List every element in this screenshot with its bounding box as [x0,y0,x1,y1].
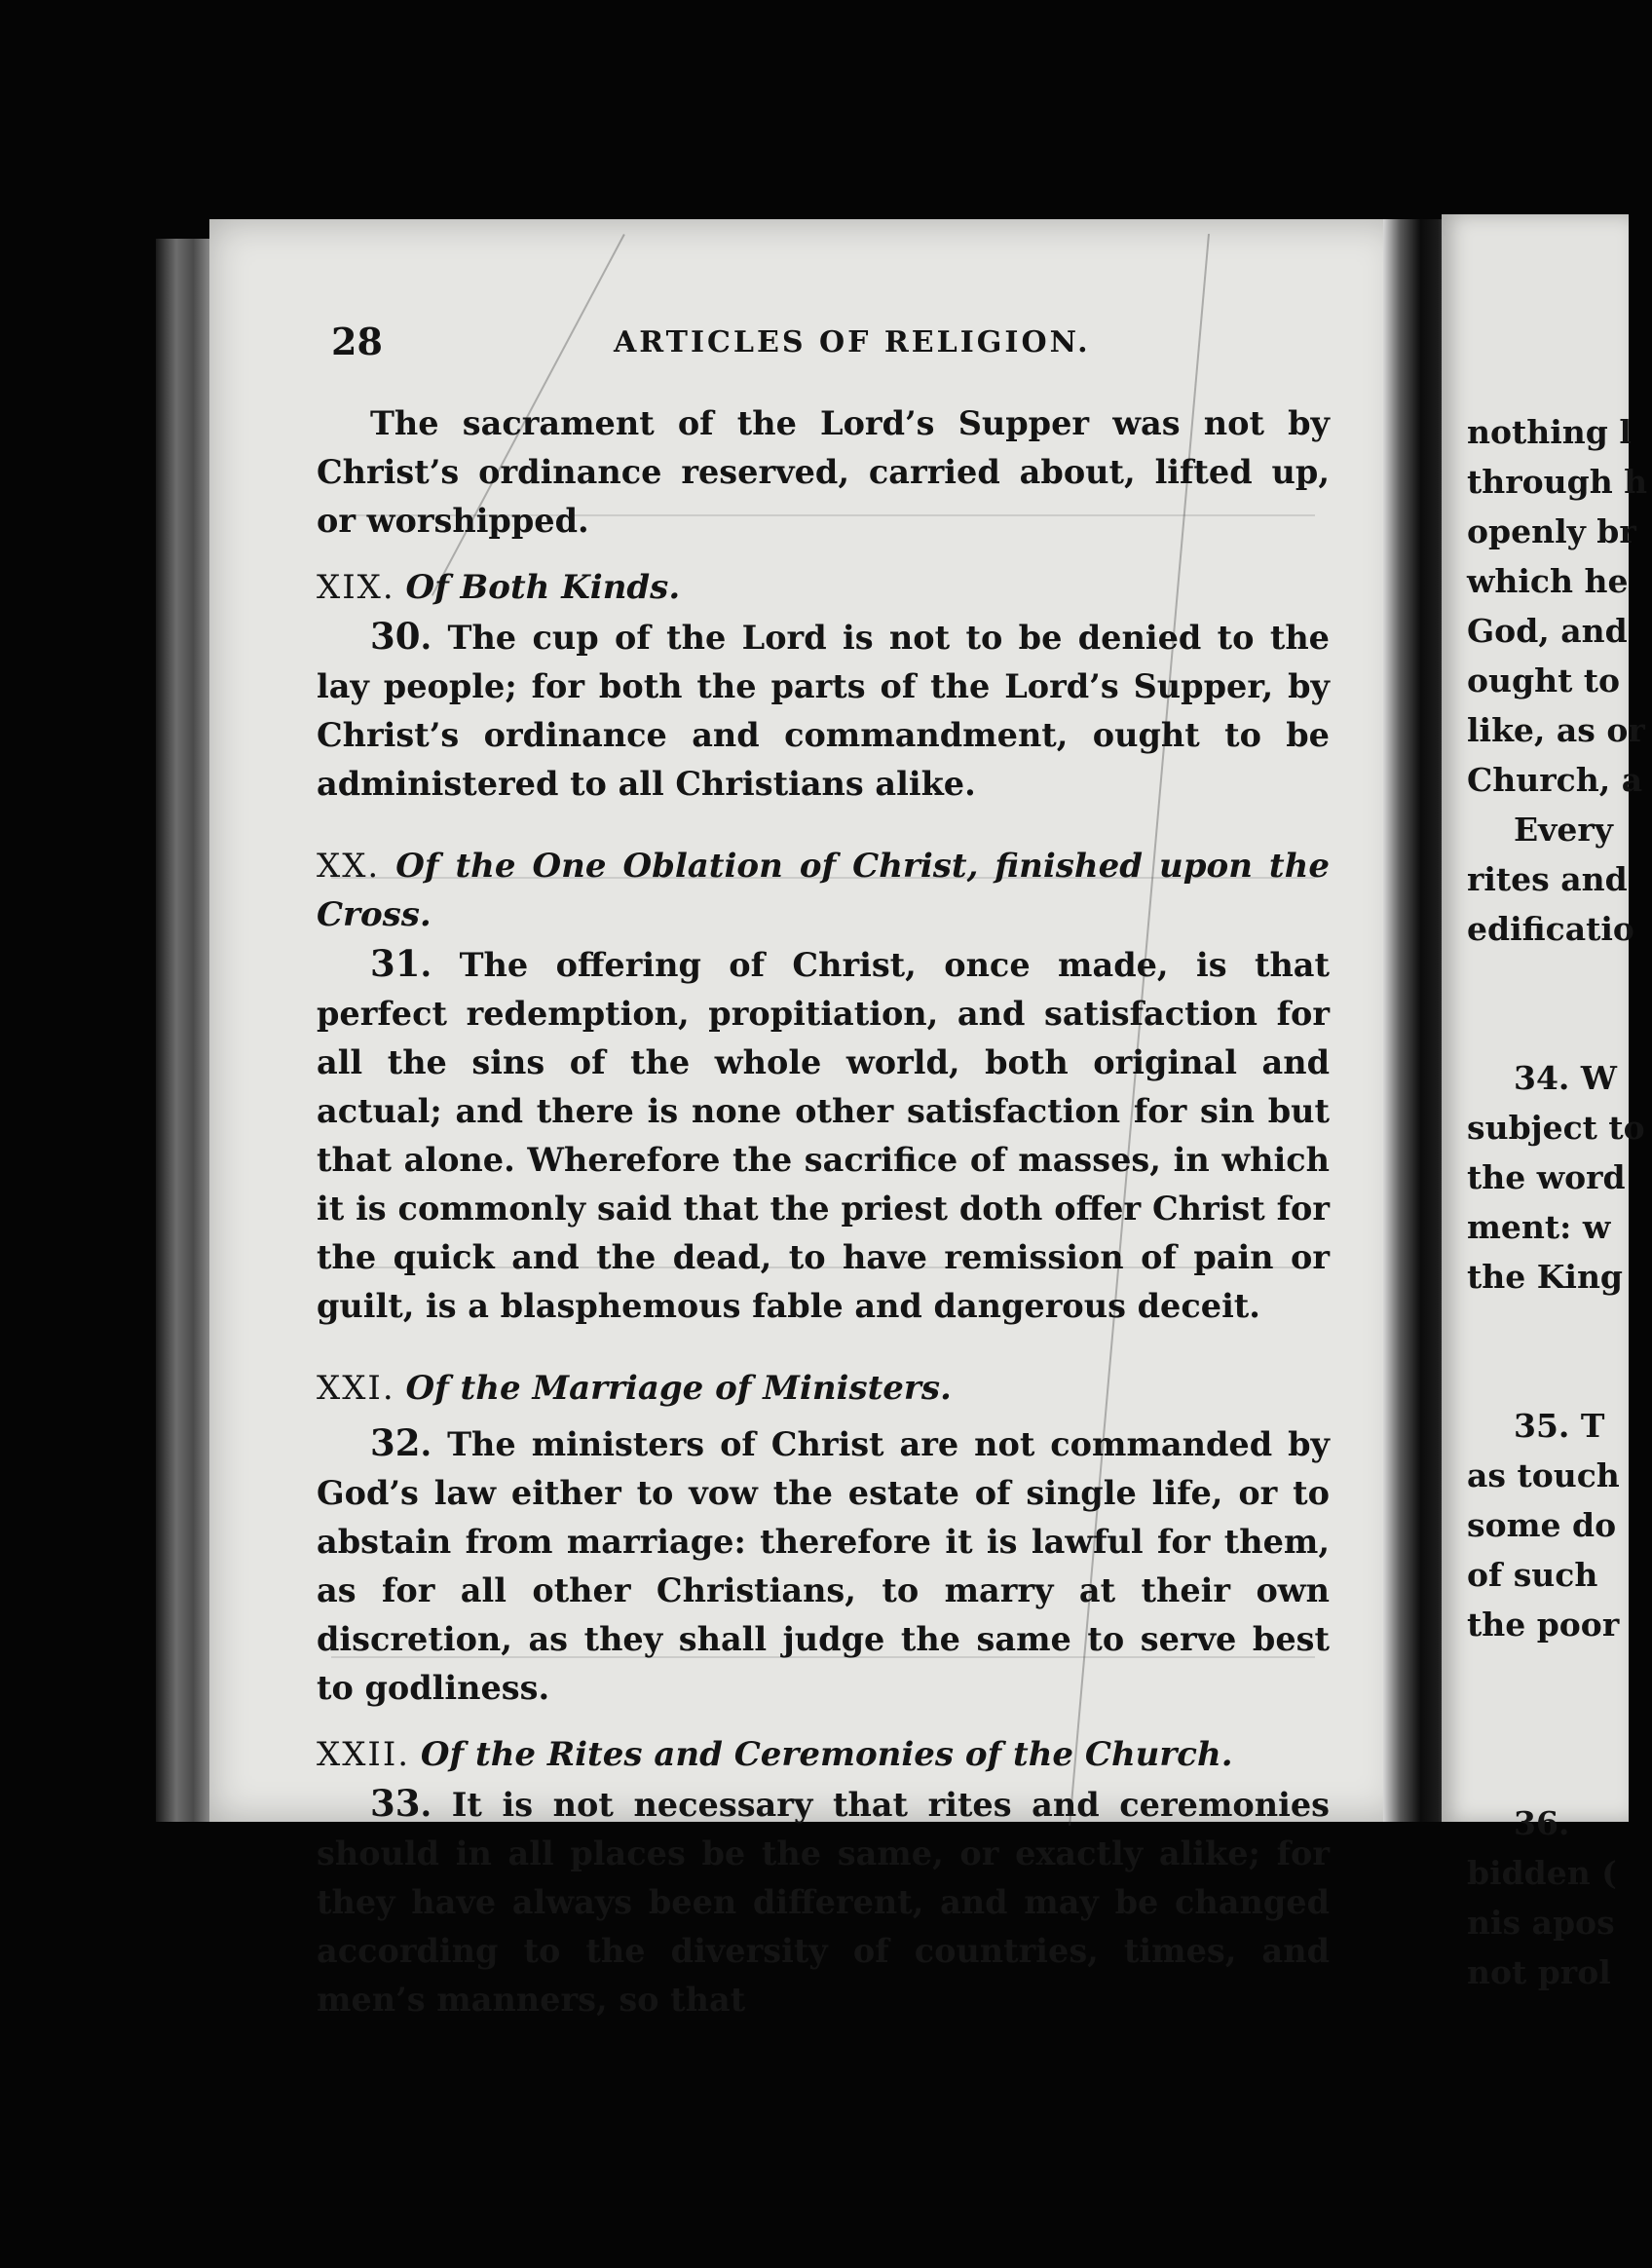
right-page-line: some do [1467,1506,1617,1544]
article-text: . The cup of the Lord is not to be denied to the lay people; for both the parts of the Lord’s Supper, by Christ’s ordinance and commandment, ought to be administered to all Christians alike. [317,619,1330,803]
section-title: Of the Marriage of Ministers. [405,1369,952,1408]
right-page-line: Every [1514,811,1613,849]
right-page-line: through h [1467,463,1648,501]
right-page-line: edificatio [1467,910,1634,948]
section-heading-xx [317,842,1330,939]
section-numeral: XXII. [317,1735,411,1774]
section-title: Of the Rites and Ceremonies of the Church. [420,1735,1233,1774]
intro-paragraph: The sacrament of the Lord’s Supper was not by Christ’s ordinance reserved, carried about, lifted up, or worshipped. [317,404,1330,540]
article-number: 30 [370,615,421,658]
right-page-line: 34. W [1514,1059,1617,1097]
right-page-line [1467,1749,1652,1798]
article-number: 32 [370,1421,421,1464]
section-heading-xxi [317,1364,1330,1413]
article-32 [317,1418,1330,1713]
left-page-body [317,399,1330,2024]
right-page-line: like, as or [1467,711,1645,749]
right-page-line [1467,1649,1652,1699]
right-page-line: as touch [1467,1456,1620,1494]
right-page-line [1467,954,1652,1003]
section-title: Of Both Kinds. [405,568,681,607]
right-page-line: rites and [1467,860,1628,898]
article-number: 31 [370,942,421,985]
section-title: Of the One Oblation of Christ, finished upon the Cross. [317,847,1330,934]
right-page-line: ment: w [1467,1208,1611,1246]
article-30 [317,612,1330,809]
running-title: ARTICLES OF RELIGION. [614,325,1091,359]
section-heading-xix [317,563,1330,612]
right-page-line: 35. T [1514,1407,1605,1445]
article-31 [317,939,1330,1331]
right-page-line: Church, a [1467,761,1643,799]
right-page-line: 36. [1514,1804,1570,1842]
section-numeral: XIX. [317,568,395,607]
article-33 [317,1779,1330,2024]
right-page-line: the King [1467,1258,1624,1296]
right-page-line [1467,1302,1652,1351]
section-numeral: XX. [317,847,381,886]
right-page-line: bidden ( [1467,1854,1617,1892]
right-page-line: the poor [1467,1606,1620,1644]
right-page-line: openly br [1467,512,1636,550]
right-page-line: the word [1467,1158,1626,1196]
section-heading-xxii [317,1730,1330,1779]
right-page-text [1467,407,1652,1997]
running-head [331,320,1334,366]
article-text: . The ministers of Christ are not commanded by God’s law either to vow the estate of single life, or to abstain from marriage: therefore it is lawful for them, as for all other Christians, to marry at their own discretion, as they shall judge the same to serve best to godliness. [317,1425,1330,1707]
article-number: 33 [370,1782,421,1825]
right-page-line: not prol [1467,1953,1611,1991]
right-page-line: God, and [1467,612,1628,650]
right-page-line: subject to [1467,1109,1645,1147]
right-page-line: nis apos [1467,1904,1615,1942]
right-page-line [1467,1003,1652,1053]
article-text: . It is not necessary that rites and ceremonies should in all places be the same, or exactly alike; for they have always been different, and may be changed according to the diversity of countries, times, and men’s manners, so that [317,1786,1330,2019]
article-text: . The offering of Christ, once made, is that perfect redemption, propitiation, and satisfaction for all the sins of the whole world, both original and actual; and there is none other satisfaction for sin but that alone. Wherefore the sacrifice of masses, in which it is commonly said that the priest doth offer Christ for the quick and the dead, to have remission of pain or guilt, is a blasphemous fable and dangerous deceit. [317,946,1330,1325]
section-numeral: XXI. [317,1369,395,1408]
page-number: 28 [331,320,383,363]
right-page-line: of such [1467,1556,1598,1594]
right-page-line: nothing l [1467,413,1632,451]
right-page-line [1467,1699,1652,1749]
right-page-line: ought to [1467,662,1621,699]
right-page-line [1467,1351,1652,1401]
right-page-line: which he [1467,562,1629,600]
